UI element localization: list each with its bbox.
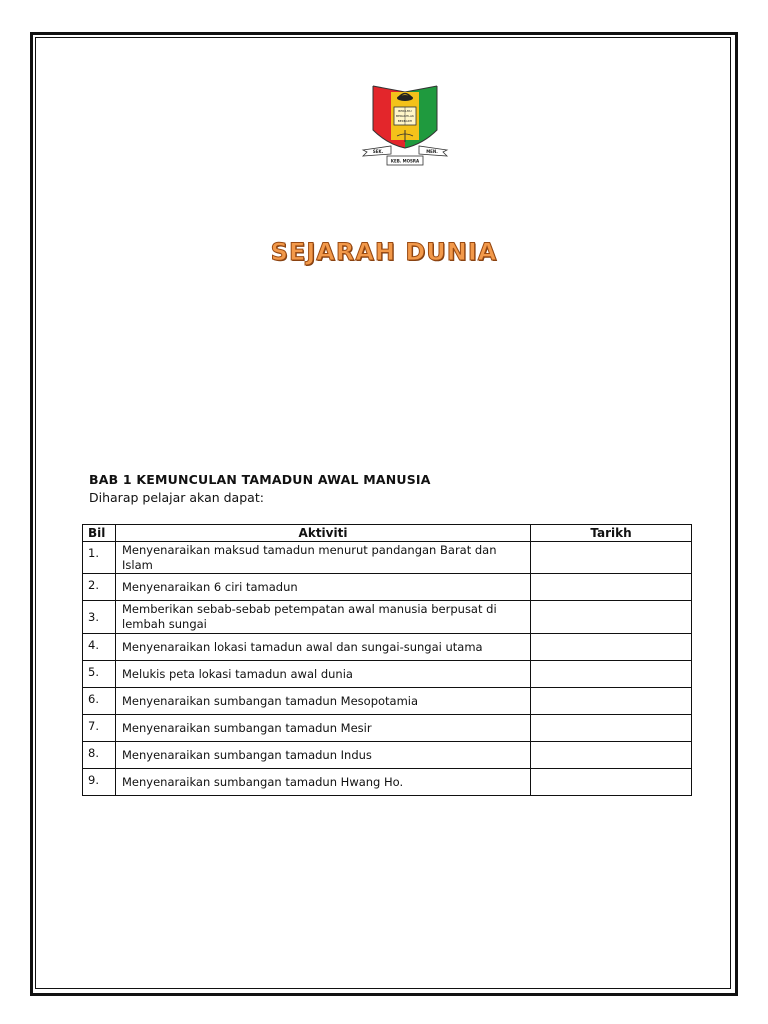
logo-ribbon-bottom: KEB. MOSRA: [390, 158, 420, 164]
row-number: 8.: [83, 742, 116, 769]
row-activity: Menyenaraikan lokasi tamadun awal dan sungai-sungai utama: [116, 634, 531, 661]
row-activity: Menyenaraikan sumbangan tamadun Hwang Ho.: [116, 769, 531, 796]
row-date-cell[interactable]: [531, 715, 692, 742]
chapter-intro: Diharap pelajar akan dapat:: [89, 490, 264, 505]
row-activity: Menyenaraikan sumbangan tamadun Indus: [116, 742, 531, 769]
logo-book-line-2: BERAKHLAK: [396, 114, 414, 118]
document-title: SEJARAH DUNIA: [270, 238, 498, 266]
row-number: 4.: [83, 634, 116, 661]
row-date-cell[interactable]: [531, 574, 692, 601]
row-number: 3.: [83, 601, 116, 634]
row-date-cell[interactable]: [531, 688, 692, 715]
logo-ribbon-left: SEK.: [372, 149, 384, 154]
table-row: [83, 742, 692, 769]
table-row: [83, 715, 692, 742]
row-date-cell[interactable]: [531, 769, 692, 796]
row-activity: Menyenaraikan sumbangan tamadun Mesir: [116, 715, 531, 742]
column-header-aktiviti: Aktiviti: [116, 525, 531, 542]
row-activity: Menyenaraikan sumbangan tamadun Mesopotamia: [116, 688, 531, 715]
row-number: 5.: [83, 661, 116, 688]
table-header-row: [83, 525, 692, 542]
row-number: 2.: [83, 574, 116, 601]
logo-book-line-1: BERILMU: [398, 109, 412, 113]
table-row: [83, 661, 692, 688]
column-header-bil: Bil: [83, 525, 116, 542]
page-border-inner: [35, 37, 731, 989]
column-header-tarikh: Tarikh: [531, 525, 692, 542]
row-date-cell[interactable]: [531, 742, 692, 769]
school-crest-logo: [361, 78, 449, 170]
table-row: [83, 542, 692, 574]
row-number: 7.: [83, 715, 116, 742]
table-row: [83, 574, 692, 601]
chapter-heading: BAB 1 KEMUNCULAN TAMADUN AWAL MANUSIA: [89, 472, 431, 487]
activity-table: [82, 524, 692, 796]
row-date-cell[interactable]: [531, 542, 692, 574]
logo-ribbon-right: MEN.: [426, 149, 438, 154]
table-row: [83, 688, 692, 715]
table-row: [83, 634, 692, 661]
row-activity: Memberikan sebab-sebab petempatan awal manusia berpusat di lembah sungai: [116, 601, 531, 634]
row-activity: Menyenaraikan 6 ciri tamadun: [116, 574, 531, 601]
logo-book-line-3: BERBAKTI: [397, 119, 413, 123]
row-number: 9.: [83, 769, 116, 796]
row-date-cell[interactable]: [531, 601, 692, 634]
row-date-cell[interactable]: [531, 634, 692, 661]
table-row: [83, 769, 692, 796]
row-date-cell[interactable]: [531, 661, 692, 688]
table-row: [83, 601, 692, 634]
row-number: 6.: [83, 688, 116, 715]
row-number: 1.: [83, 542, 116, 574]
row-activity: Menyenaraikan maksud tamadun menurut pandangan Barat dan Islam: [116, 542, 531, 574]
row-activity: Melukis peta lokasi tamadun awal dunia: [116, 661, 531, 688]
